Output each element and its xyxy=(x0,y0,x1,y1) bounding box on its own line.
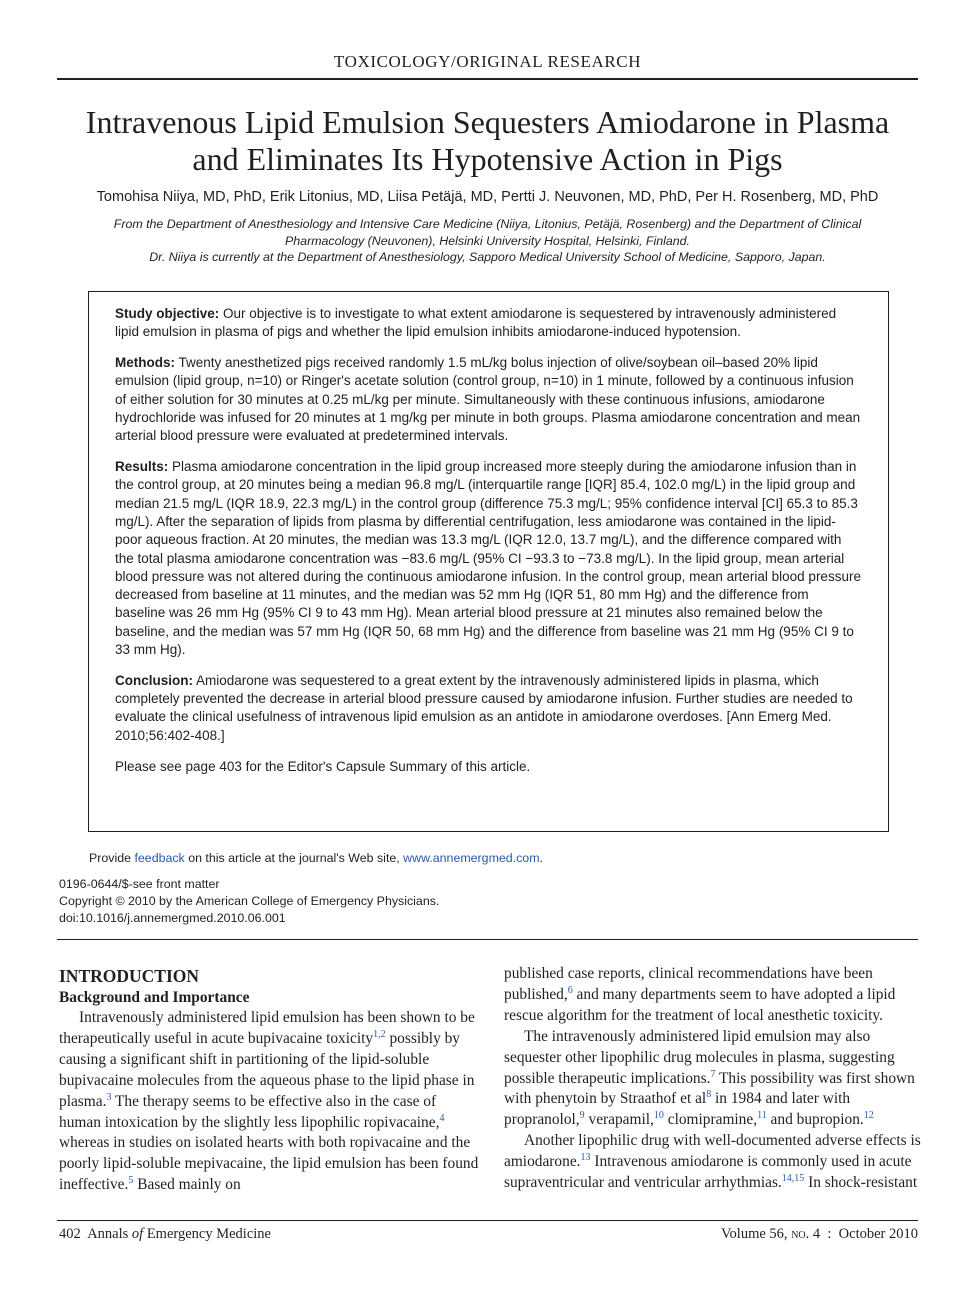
issn-line: 0196-0644/$-see front matter xyxy=(59,877,220,891)
citation-ref[interactable]: 12 xyxy=(863,1110,874,1122)
citation-ref[interactable]: 5 xyxy=(128,1175,134,1187)
text-run: The therapy seems to be effective also in the case of human intoxication by the slightly less lipophilic ropivacaine, xyxy=(59,1092,440,1131)
citation-ref[interactable]: 10 xyxy=(653,1110,664,1122)
objective-label: Study objective: xyxy=(115,306,220,321)
feedback-middle: on this article at the journal's Web site, xyxy=(184,851,404,865)
citation-ref[interactable]: 6 xyxy=(567,984,573,996)
text-run: published case reports, clinical recommendations have been published, xyxy=(504,965,873,1003)
citation-ref[interactable]: 11 xyxy=(757,1110,767,1122)
footer-rule xyxy=(57,1220,918,1221)
citation-ref[interactable]: 1,2 xyxy=(373,1028,386,1040)
abstract-results xyxy=(115,458,862,659)
text-run: and many departments seem to have adopted a lipid rescue algorithm for the treatment of local anesthetic toxicity. xyxy=(504,985,896,1024)
body-column-right xyxy=(504,964,924,1194)
citation-ref[interactable]: 8 xyxy=(706,1089,712,1101)
abstract-methods xyxy=(115,354,862,445)
text-run: Intravenous amiodarone is commonly used in acute supraventricular and ventricular arrhythmias. xyxy=(504,1153,912,1192)
feedback-suffix: . xyxy=(539,851,543,865)
footer-right xyxy=(721,1226,918,1243)
text-run: possibly by causing a significant shift in partitioning of the lipid-soluble bupivacaine molecules from the aqueous phase to the lipid phase in plasma. xyxy=(59,1029,475,1110)
journal-url-link[interactable]: www.annemergmed.com xyxy=(403,851,540,865)
objective-text: Our objective is to investigate to what extent amiodarone is sequestered by intravenously administered lipid emulsion in plasma of pigs and whether the lipid emulsion inhibits amiodarone-induced hypotension. xyxy=(115,306,837,340)
capsule-note: Please see page 403 for the Editor's Capsule Summary of this article. xyxy=(115,758,531,774)
affiliation-line-2: Pharmacology (Neuvonen), Helsinki University Hospital, Helsinki, Finland. xyxy=(285,233,690,248)
text-run: The intravenously administered lipid emulsion may also sequester other lipophilic drug molecules in plasma, suggesting possible therapeutic implications. xyxy=(504,1027,895,1087)
affiliation-line-3: Dr. Niiya is currently at the Department of Anesthesiology, Sapporo Medical University School of Medicine, Sapporo, Japan. xyxy=(149,250,826,264)
front-matter xyxy=(59,876,559,927)
text-run: In shock-resistant xyxy=(804,1174,918,1192)
citation-ref[interactable]: 7 xyxy=(710,1068,716,1080)
issue-label: no. 4 xyxy=(791,1226,821,1242)
page-number: 402 xyxy=(59,1226,81,1242)
right-paragraph-1 xyxy=(504,964,924,1027)
body-column-left xyxy=(59,964,479,1196)
journal-name-pre: Annals xyxy=(87,1226,132,1242)
citation-ref[interactable]: 13 xyxy=(580,1152,591,1164)
affiliations xyxy=(80,216,895,266)
text-run: whereas in studies on isolated hearts with both ropivacaine and the poorly lipid-soluble mepivacaine, the lipid emulsion has been found ineffective. xyxy=(59,1134,479,1194)
section-divider xyxy=(57,939,918,940)
footer-left xyxy=(59,1226,271,1243)
text-run: clomipramine, xyxy=(663,1111,758,1129)
top-rule xyxy=(57,78,918,80)
text-run: and bupropion. xyxy=(766,1111,864,1129)
conclusion-label: Conclusion: xyxy=(115,672,193,688)
abstract-objective xyxy=(115,305,862,342)
text-run: in 1984 and later with propranolol, xyxy=(504,1090,851,1129)
feedback-line xyxy=(89,851,889,865)
journal-name-post: Emergency Medicine xyxy=(143,1226,271,1242)
intro-paragraph-1 xyxy=(59,1008,479,1196)
article-title xyxy=(57,104,918,178)
copyright-line: Copyright © 2010 by the American College of Emergency Physicians. xyxy=(59,894,440,908)
text-run: Intravenously administered lipid emulsion has been shown to be therapeutically useful in acute bupivacaine toxicity xyxy=(59,1009,475,1047)
citation-ref[interactable]: 14,15 xyxy=(781,1173,805,1185)
abstract-conclusion xyxy=(115,672,862,745)
title-line-1: Intravenous Lipid Emulsion Sequesters Amiodarone in Plasma xyxy=(85,104,890,140)
abstract-box xyxy=(88,291,889,832)
doi-line: doi:10.1016/j.annemergmed.2010.06.001 xyxy=(59,911,286,925)
journal-name-of: of xyxy=(131,1226,144,1242)
text-run: Another lipophilic drug with well-documented adverse effects is amiodarone. xyxy=(504,1132,921,1171)
citation-ref[interactable]: 9 xyxy=(579,1110,585,1122)
methods-text: Twenty anesthetized pigs received randomly 1.5 mL/kg bolus injection of olive/soybean oil–based 20% lipid emulsion (lipid group, n=10) or Ringer's acetate solution (control group, n=10) in 1 minute, followed by a continuous infusion of either solution for 30 minutes at 0.25 mL/kg per minute. Simultaneously with these continuous infusions, amiodarone hydrochloride was infused for 20 minutes at 1 mg/kg per minute in both groups. Plasma amiodarone concentration and mean arterial blood pressure were evaluated at predetermined intervals. xyxy=(115,355,861,444)
citation-ref[interactable]: 4 xyxy=(439,1112,445,1124)
feedback-link[interactable]: feedback xyxy=(134,851,185,865)
text-run: verapamil, xyxy=(584,1111,654,1129)
text-run: Based mainly on xyxy=(133,1176,241,1194)
author-list: Tomohisa Niiya, MD, PhD, Erik Litonius, MD, Liisa Petäjä, MD, Pertti J. Neuvonen, MD, PhD, Per H. Rosenberg, MD, PhD xyxy=(96,189,879,205)
methods-label: Methods: xyxy=(115,355,175,371)
affiliation-line-1: From the Department of Anesthesiology and Intensive Care Medicine (Niiya, Litonius, Petäjä, Rosenberg) and the Department of Clinical xyxy=(113,217,862,231)
text-run: This possibility was first shown with phenytoin by Straathof et al xyxy=(504,1069,915,1108)
right-paragraph-2 xyxy=(504,1027,924,1132)
issue-date: : October 2010 xyxy=(820,1226,918,1242)
citation-ref[interactable]: 3 xyxy=(106,1091,112,1103)
feedback-prefix: Provide xyxy=(89,851,135,865)
background-subheading: Background and Importance xyxy=(59,989,250,1006)
volume-label: Volume 56, xyxy=(720,1226,792,1242)
section-label: TOXICOLOGY/ORIGINAL RESEARCH xyxy=(333,52,642,71)
results-label: Results: xyxy=(115,459,169,475)
results-text: Plasma amiodarone concentration in the lipid group increased more steeply during the amiodarone infusion than in the control group, at 20 minutes being a median 96.8 mg/L (interquartile range [IQR] 85.4, 102.0 mg/L) in the lipid group and median 21.5 mg/L (IQR 18.9, 22.3 mg/L) in the control group (difference 75.3 mg/L; 95% confidence interval [CI] 65.3 to 85.3 mg/L). After the separation of lipids from plasma by differential centrifugation, less amiodarone was contained in the lipid-poor aqueous fraction. At 20 minutes, the median was 13.3 mg/L (IQR 12.0, 13.7 mg/L), and the difference compared with the total plasma amiodarone concentration was −83.6 mg/L (95% CI −93.3 to −73.8 mg/L). In the lipid group, mean arterial blood pressure was not altered during the continuous amiodarone infusion. In the control group, mean arterial blood pressure decreased from baseline at 11 minutes, and the median was 52 mm Hg (IQR 51, 80 mm Hg) and the difference from baseline was 26 mm Hg (95% CI 9 to 43 mm Hg). Mean arterial blood pressure at 21 minutes also remained below the baseline, and the median was 57 mm Hg (IQR 50, 68 mm Hg) and the difference from baseline was 21 mm Hg (95% CI 9 to 33 mm Hg). xyxy=(115,459,861,658)
conclusion-text: Amiodarone was sequestered to a great extent by the intravenously administered lipids in plasma, which completely prevented the decrease in arterial blood pressure caused by amiodarone infusion. Further studies are needed to evaluate the clinical usefulness of intravenous lipid emulsion as an antidote in amiodarone overdoses. [Ann Emerg Med. 2010;56:402-408.] xyxy=(115,672,853,743)
right-paragraph-3 xyxy=(504,1131,924,1194)
introduction-heading: INTRODUCTION xyxy=(59,966,200,986)
title-line-2: and Eliminates Its Hypotensive Action in Pigs xyxy=(192,141,783,177)
